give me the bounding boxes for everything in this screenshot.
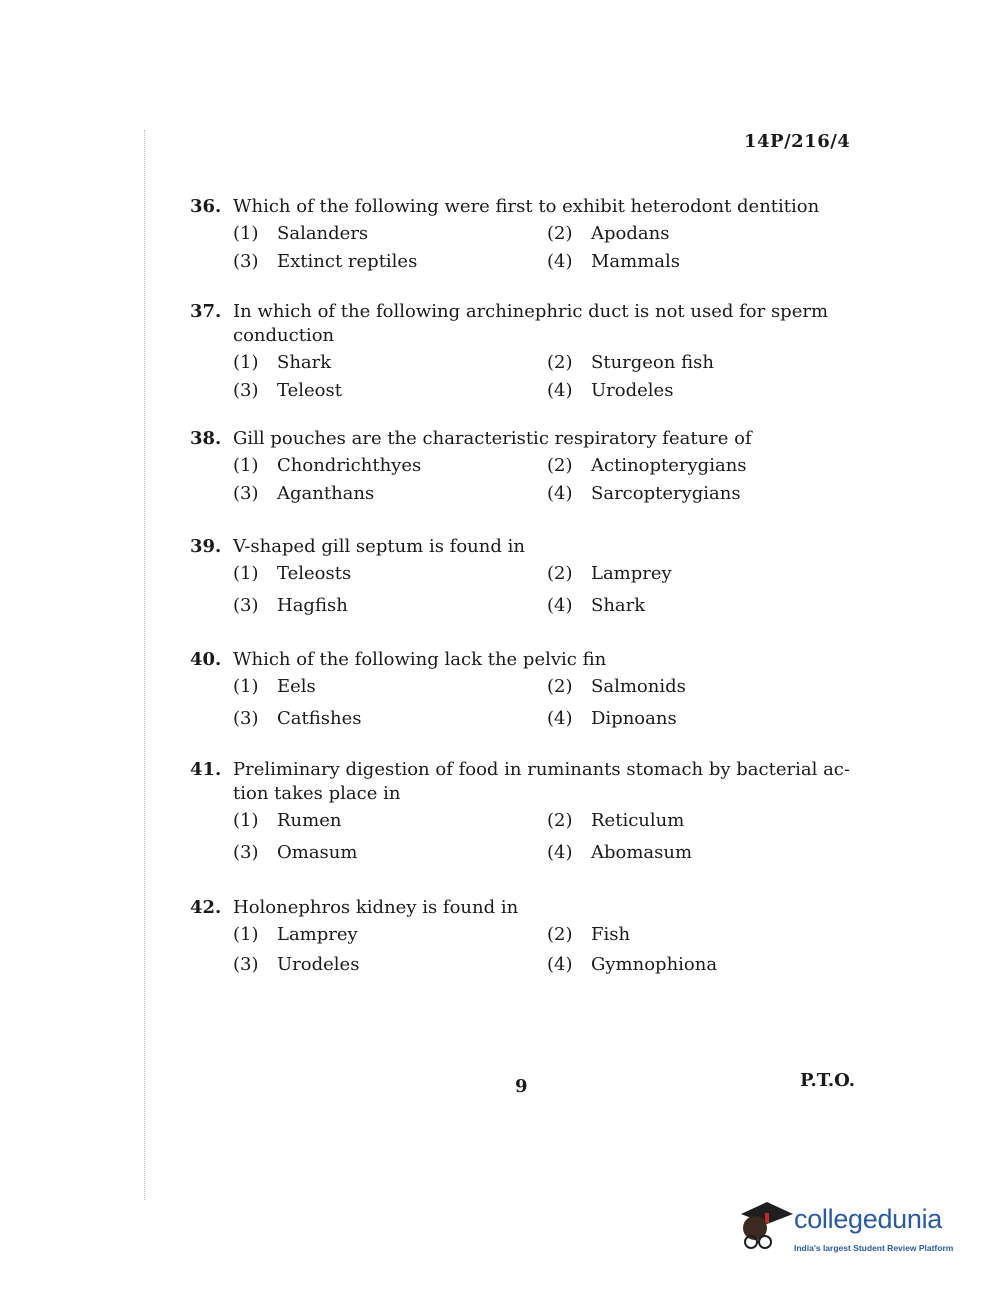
question-text: Preliminary digestion of food in ruminants stomach by bacterial ac-tion takes place in	[233, 759, 850, 804]
brand-tagline: India's largest Student Review Platform	[794, 1243, 954, 1253]
question-38	[190, 427, 862, 506]
question-number: 36.	[190, 196, 222, 217]
question-40	[190, 648, 862, 731]
options	[233, 562, 862, 618]
brand-name: collegedunia	[794, 1204, 943, 1234]
question-number: 42.	[190, 897, 222, 918]
question-number: 37.	[190, 301, 222, 322]
binding-margin	[144, 130, 147, 1200]
option-4: (4) Abomasum	[547, 842, 693, 863]
option-1: (1) Rumen	[233, 810, 342, 831]
option-3: (3) Catfishes	[233, 708, 362, 729]
option-3: (3) Extinct reptiles	[233, 251, 418, 272]
question-number: 39.	[190, 536, 222, 557]
option-1: (1) Salanders	[233, 223, 369, 244]
options	[233, 222, 862, 274]
option-4: (4) Shark	[547, 595, 646, 616]
option-4: (4) Gymnophiona	[547, 954, 718, 975]
page-number: 9	[515, 1076, 528, 1097]
question-number: 41.	[190, 759, 222, 780]
option-2: (2) Apodans	[547, 223, 670, 244]
option-2: (2) Sturgeon fish	[547, 352, 714, 373]
option-4: (4) Dipnoans	[547, 708, 677, 729]
options	[233, 675, 862, 731]
options	[233, 454, 862, 506]
option-1: (1) Lamprey	[233, 924, 358, 945]
question-number: 38.	[190, 428, 222, 449]
option-1: (1) Chondrichthyes	[233, 455, 422, 476]
question-number: 40.	[190, 649, 222, 670]
option-3: (3) Omasum	[233, 842, 358, 863]
question-text: Holonephros kidney is found in	[233, 897, 519, 918]
question-text: Gill pouches are the characteristic respiratory feature of	[233, 428, 752, 449]
question-37	[190, 300, 862, 403]
option-1: (1) Eels	[233, 676, 316, 697]
option-3: (3) Urodeles	[233, 954, 360, 975]
option-4: (4) Mammals	[547, 251, 681, 272]
option-2: (2) Lamprey	[547, 563, 672, 584]
question-text: Which of the following lack the pelvic fin	[233, 649, 607, 670]
option-2: (2) Reticulum	[547, 810, 685, 831]
graduate-mascot-icon	[737, 1196, 795, 1256]
option-2: (2) Actinopterygians	[547, 455, 747, 476]
option-4: (4) Urodeles	[547, 380, 674, 401]
paper-code: 14P/216/4	[744, 131, 851, 152]
options	[233, 923, 862, 977]
question-42	[190, 896, 862, 977]
options	[233, 351, 862, 403]
option-3: (3) Hagfish	[233, 595, 348, 616]
option-1: (1) Teleosts	[233, 563, 352, 584]
question-41	[190, 758, 862, 865]
option-3: (3) Teleost	[233, 380, 342, 401]
pto-label: P.T.O.	[800, 1070, 856, 1091]
question-36	[190, 195, 862, 274]
collegedunia-watermark	[737, 1196, 967, 1268]
option-3: (3) Aganthans	[233, 483, 375, 504]
options	[233, 809, 862, 865]
question-39	[190, 535, 862, 618]
option-4: (4) Sarcopterygians	[547, 483, 741, 504]
option-1: (1) Shark	[233, 352, 332, 373]
option-2: (2) Salmonids	[547, 676, 686, 697]
question-text: Which of the following were first to exhibit heterodont dentition	[233, 196, 820, 217]
option-2: (2) Fish	[547, 924, 631, 945]
question-text: In which of the following archinephric duct is not used for sperm conduction	[233, 301, 829, 346]
question-text: V-shaped gill septum is found in	[233, 536, 525, 557]
